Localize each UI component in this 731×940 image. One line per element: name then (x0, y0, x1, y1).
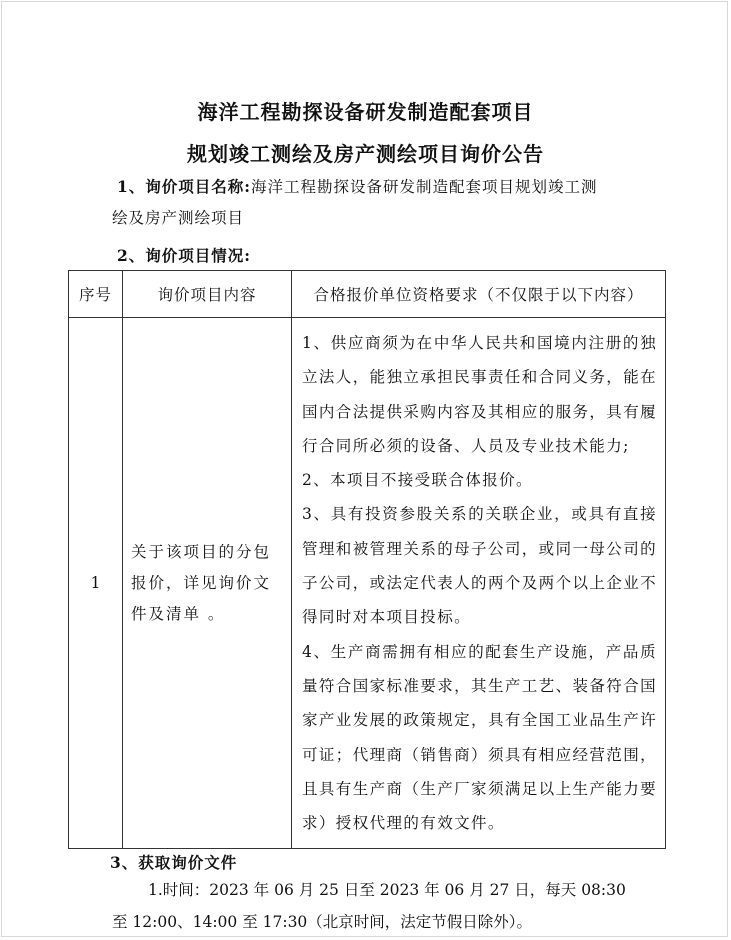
section-1 (117, 176, 598, 198)
header-serial-number: 序号 (69, 271, 123, 318)
document-title-line-2: 规划竣工测绘及房产测绘项目询价公告 (187, 142, 544, 166)
row-serial-number: 1 (69, 318, 123, 849)
section-1-label: 1、询价项目名称: (117, 177, 252, 196)
table-header-row (69, 271, 666, 318)
requirements-table (68, 270, 666, 849)
requirement-item-4: 4、生产商需拥有相应的配套生产设施，产品质量符合国家标准要求，其生产工艺、装备符合国家产业发展的政策规定，具有全国工业品生产许可证；代理商（销售商）须具有相应经营范围，且具有生产商（生产厂家须满足以上生产能力要求）授权代理的有效文件。 (302, 642, 657, 833)
section-1-value-line-1: 海洋工程勘探设备研发制造配套项目规划竣工测 (251, 178, 598, 196)
requirement-item-3: 3、具有投资参股关系的关联企业，或具有直接管理和被管理关系的母子公司，或同一母公司的子公司，或法定代表人的两个及两个以上企业不得同时对本项目投标。 (302, 505, 657, 627)
section-3-time-line-1: 1.时间：2023 年 06 月 25 日至 2023 年 06 月 27 日，每天 08:30 (148, 881, 626, 899)
section-3-label: 3、获取询价文件 (110, 853, 238, 872)
requirement-item-2: 2、本项目不接受联合体报价。 (302, 471, 533, 490)
section-1-value-line-2: 绘及房产测绘项目 (112, 209, 245, 227)
section-3-time-line-2: 至 12:00、14:00 至 17:30（北京时间，法定节假日除外）。 (112, 913, 533, 931)
header-qualification-requirements: 合格报价单位资格要求（不仅限于以下内容） (292, 271, 666, 318)
row-inquiry-content (123, 318, 292, 849)
section-2-label: 2、询价项目情况: (117, 246, 252, 265)
row-inquiry-content-text: 关于该项目的分包报价，详见询价文件及清单 。 (131, 542, 272, 623)
requirement-item-1: 1、供应商须为在中华人民共和国境内注册的独立法人，能独立承担民事责任和合同义务，能在国内合法提供采购内容及其相应的服务，具有履行合同所必须的设备、人员及专业技术能力; (302, 334, 657, 455)
row-requirements (292, 318, 666, 849)
document-title-line-1: 海洋工程勘探设备研发制造配套项目 (197, 100, 534, 124)
table-row (69, 318, 666, 849)
header-inquiry-content: 询价项目内容 (123, 271, 292, 318)
